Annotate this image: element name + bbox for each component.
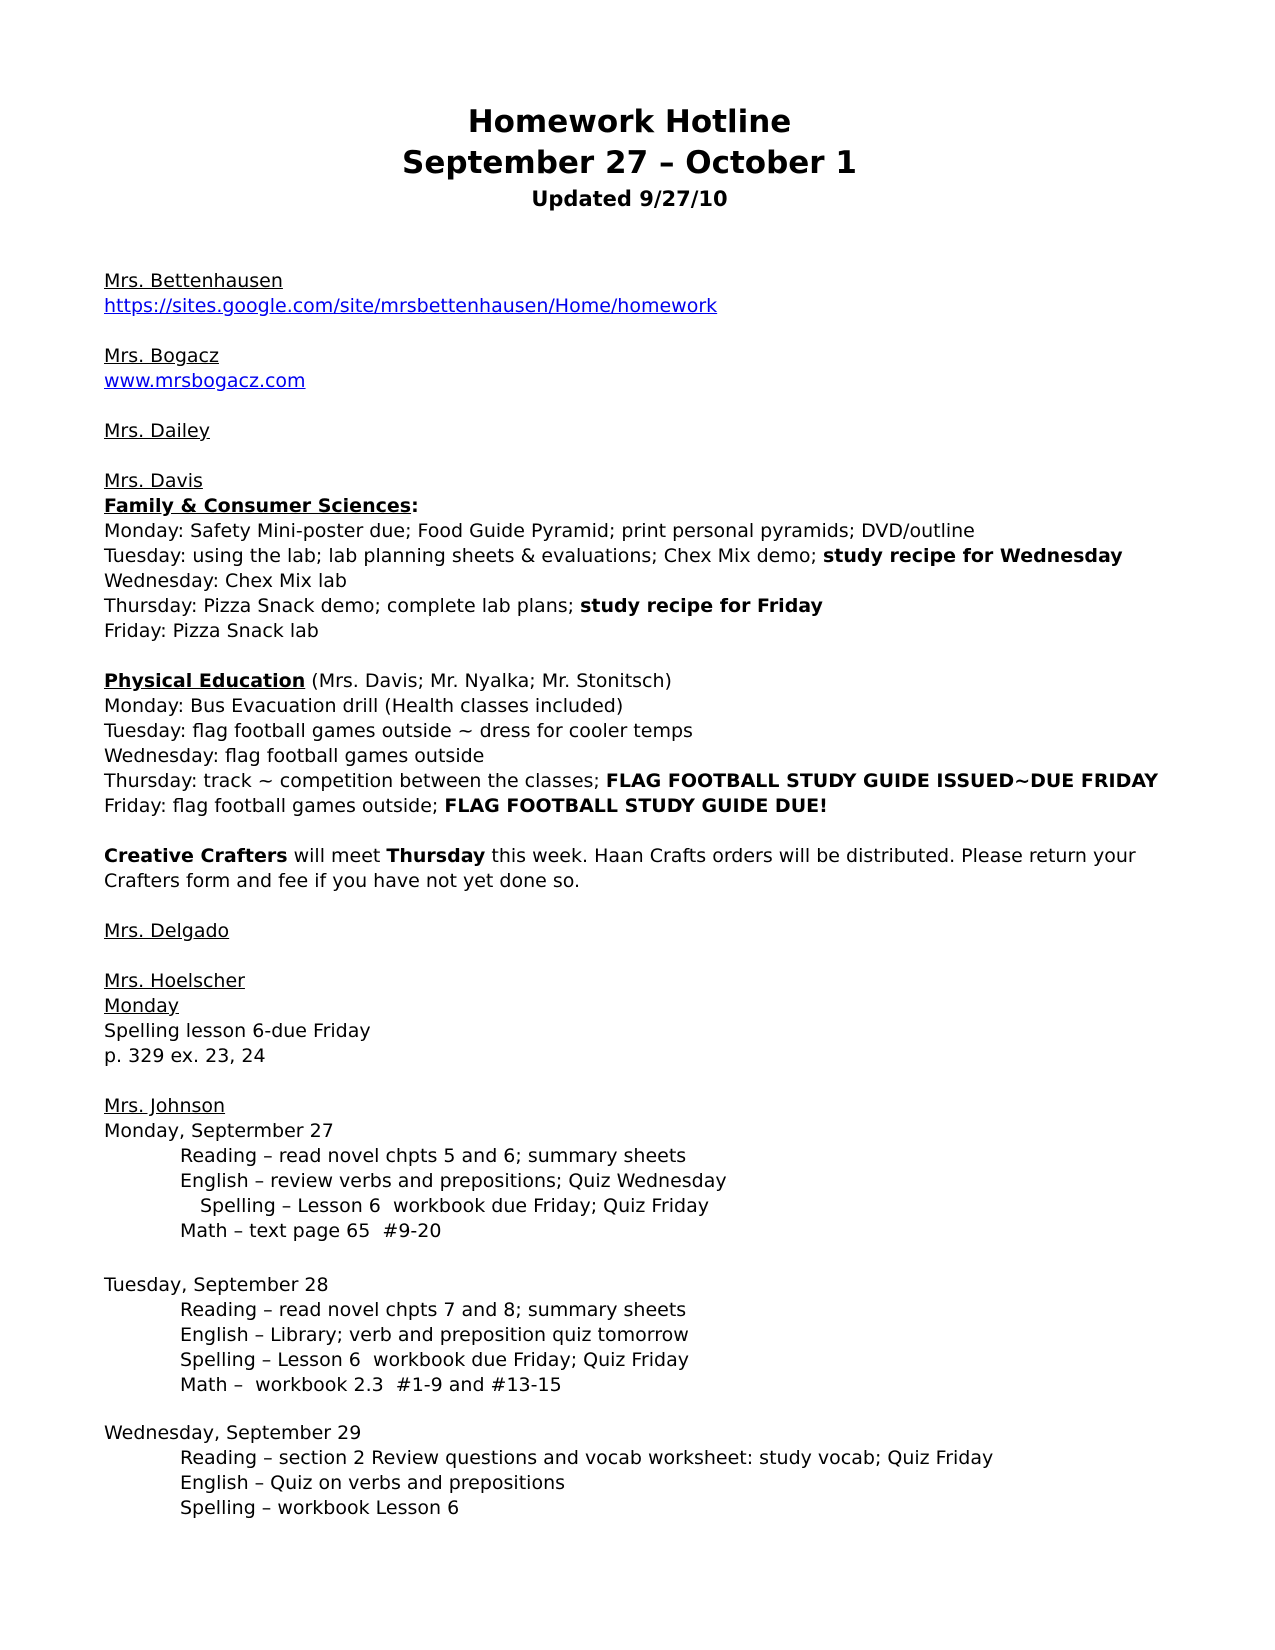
johnson-wednesday-spelling: Spelling – workbook Lesson 6 xyxy=(180,1497,460,1519)
teacher-name-bettenhausen: Mrs. Bettenhausen xyxy=(104,270,283,292)
johnson-tuesday-reading: Reading – read novel chpts 7 and 8; summary sheets xyxy=(180,1299,687,1321)
johnson-wednesday-heading: Wednesday, September 29 xyxy=(104,1422,362,1444)
updated-date: Updated 9/27/10 xyxy=(531,187,728,211)
bogacz-website-link[interactable]: www.mrsbogacz.com xyxy=(104,370,306,392)
date-range: September 27 – October 1 xyxy=(402,145,857,181)
crafters-line-1 xyxy=(104,844,1155,869)
pe-thursday xyxy=(104,769,1158,794)
hoelscher-line-1: Spelling lesson 6-due Friday xyxy=(104,1020,371,1042)
johnson-monday-heading: Monday, Septermber 27 xyxy=(104,1120,334,1142)
teacher-name-bogacz: Mrs. Bogacz xyxy=(104,345,219,367)
document-title: Homework Hotline xyxy=(467,104,792,140)
johnson-wednesday-reading: Reading – section 2 Review questions and vocab worksheet: study vocab; Quiz Friday xyxy=(180,1447,994,1469)
pe-thursday-bold: FLAG FOOTBALL STUDY GUIDE ISSUED~DUE FRIDAY xyxy=(605,770,1158,792)
johnson-tuesday-heading: Tuesday, September 28 xyxy=(104,1274,329,1296)
crafters-name: Creative Crafters xyxy=(104,845,288,867)
pe-wednesday: Wednesday: flag football games outside xyxy=(104,745,485,767)
fcs-thursday xyxy=(104,594,1155,619)
hoelscher-line-2: p. 329 ex. 23, 24 xyxy=(104,1045,266,1067)
teacher-name-davis: Mrs. Davis xyxy=(104,470,203,492)
pe-friday xyxy=(104,794,1155,819)
teacher-name-hoelscher: Mrs. Hoelscher xyxy=(104,970,245,992)
johnson-tuesday-spelling: Spelling – Lesson 6 workbook due Friday; Quiz Friday xyxy=(180,1349,690,1371)
header xyxy=(104,102,1155,214)
johnson-monday-english: English – review verbs and prepositions; Quiz Wednesday xyxy=(180,1170,727,1192)
fcs-tuesday xyxy=(104,544,1155,569)
fcs-tuesday-bold: study recipe for Wednesday xyxy=(822,545,1123,567)
pe-teachers: (Mrs. Davis; Mr. Nyalka; Mr. Stonitsch) xyxy=(305,670,672,692)
teacher-name-johnson: Mrs. Johnson xyxy=(104,1095,226,1117)
pe-heading xyxy=(104,669,1155,694)
fcs-heading xyxy=(104,494,1155,519)
pe-friday-text: Friday: flag football games outside; xyxy=(104,795,445,817)
teacher-name-delgado: Mrs. Delgado xyxy=(104,920,230,942)
johnson-monday-spelling: Spelling – Lesson 6 workbook due Friday; Quiz Friday xyxy=(200,1195,710,1217)
fcs-thursday-bold: study recipe for Friday xyxy=(580,595,823,617)
fcs-heading-colon: : xyxy=(411,495,419,517)
pe-friday-bold: FLAG FOOTBALL STUDY GUIDE DUE! xyxy=(444,795,828,817)
johnson-tuesday-math: Math – workbook 2.3 #1-9 and #13-15 xyxy=(180,1374,562,1396)
crafters-line-2: Crafters form and fee if you have not yet done so. xyxy=(104,870,581,892)
fcs-thursday-text: Thursday: Pizza Snack demo; complete lab plans; xyxy=(104,595,581,617)
pe-thursday-text: Thursday: track ~ competition between the classes; xyxy=(104,770,606,792)
pe-monday: Monday: Bus Evacuation drill (Health classes included) xyxy=(104,695,624,717)
hoelscher-day: Monday xyxy=(104,995,180,1017)
crafters-text-2: this week. Haan Crafts orders will be distributed. Please return your xyxy=(485,845,1136,867)
pe-heading-text: Physical Education xyxy=(104,670,306,692)
fcs-tuesday-text: Tuesday: using the lab; lab planning sheets & evaluations; Chex Mix demo; xyxy=(104,545,823,567)
bettenhausen-homework-link[interactable]: https://sites.google.com/site/mrsbettenhausen/Home/homework xyxy=(104,295,718,317)
johnson-monday-reading: Reading – read novel chpts 5 and 6; summary sheets xyxy=(180,1145,687,1167)
johnson-tuesday-english: English – Library; verb and preposition quiz tomorrow xyxy=(180,1324,689,1346)
fcs-friday: Friday: Pizza Snack lab xyxy=(104,620,319,642)
crafters-text-1: will meet xyxy=(287,845,387,867)
fcs-heading-text: Family & Consumer Sciences xyxy=(104,495,412,517)
fcs-wednesday: Wednesday: Chex Mix lab xyxy=(104,570,347,592)
johnson-wednesday-english: English – Quiz on verbs and prepositions xyxy=(180,1472,566,1494)
teacher-name-dailey: Mrs. Dailey xyxy=(104,420,210,442)
fcs-monday: Monday: Safety Mini-poster due; Food Guide Pyramid; print personal pyramids; DVD/outline xyxy=(104,520,975,542)
johnson-monday-math: Math – text page 65 #9-20 xyxy=(180,1220,442,1242)
pe-tuesday: Tuesday: flag football games outside ~ dress for cooler temps xyxy=(104,720,693,742)
crafters-day: Thursday xyxy=(386,845,486,867)
